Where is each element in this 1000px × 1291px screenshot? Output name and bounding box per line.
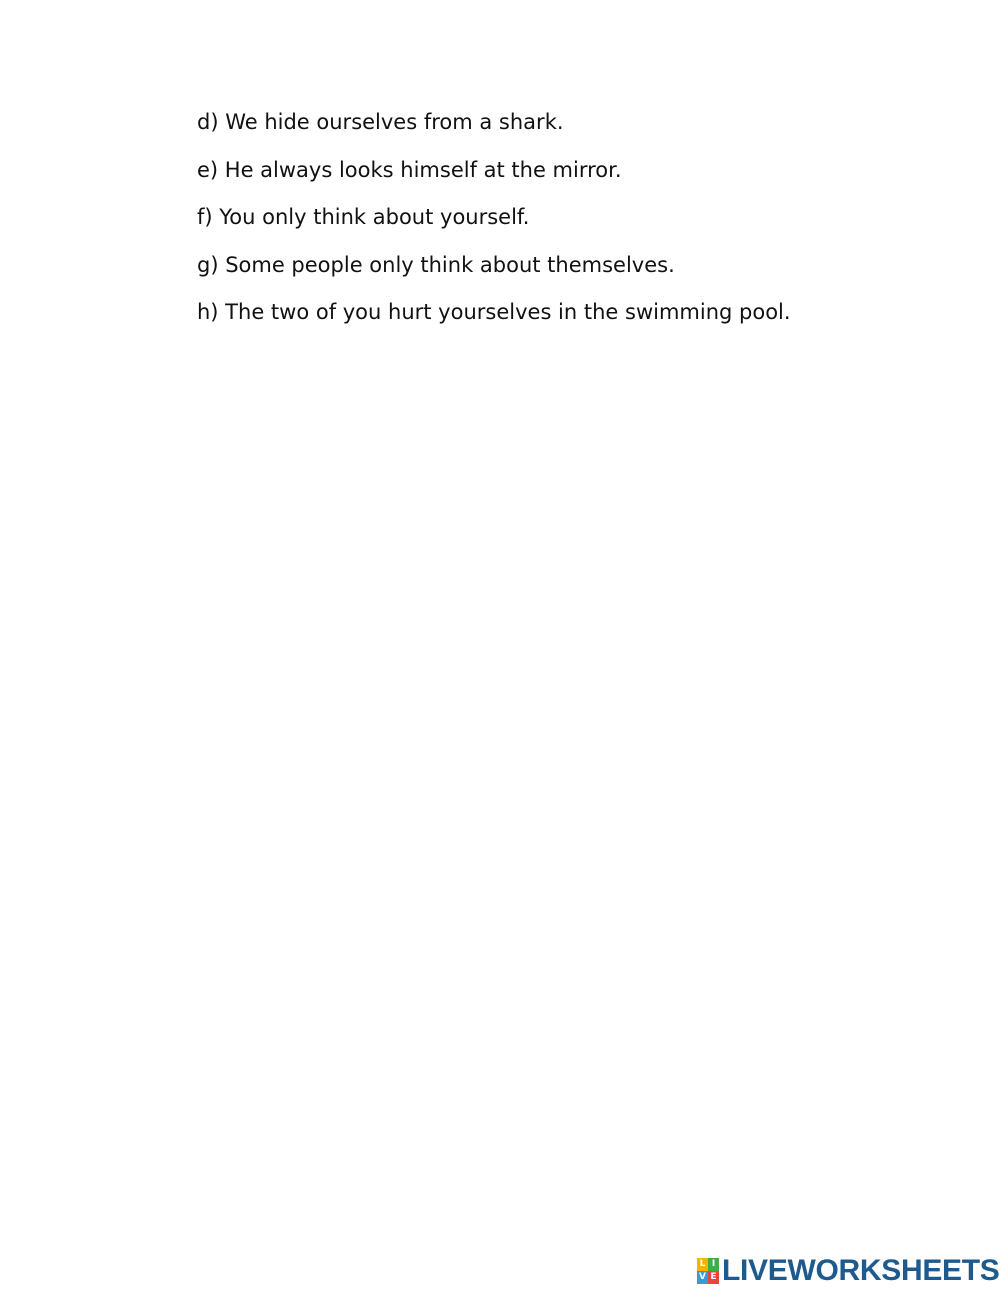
sentence-list bbox=[197, 110, 791, 348]
logo-mark-icon bbox=[697, 1258, 719, 1284]
sentence-h: h) The two of you hurt yourselves in the swimming pool. bbox=[197, 300, 791, 324]
sentence-f: f) You only think about yourself. bbox=[197, 205, 530, 229]
sentence-d: d) We hide ourselves from a shark. bbox=[197, 110, 564, 134]
logo-mark-letter-e: E bbox=[708, 1271, 719, 1284]
logo-mark-letter-l: L bbox=[697, 1258, 708, 1271]
logo-text: LIVEWORKSHEETS bbox=[722, 1254, 1000, 1287]
liveworksheets-logo bbox=[697, 1255, 1000, 1287]
sentence-g: g) Some people only think about themselves. bbox=[197, 252, 675, 277]
sentence-e: e) He always looks himself at the mirror. bbox=[197, 157, 622, 182]
logo-mark-letter-v: V bbox=[697, 1271, 708, 1284]
logo-mark-letter-i: I bbox=[708, 1258, 719, 1271]
